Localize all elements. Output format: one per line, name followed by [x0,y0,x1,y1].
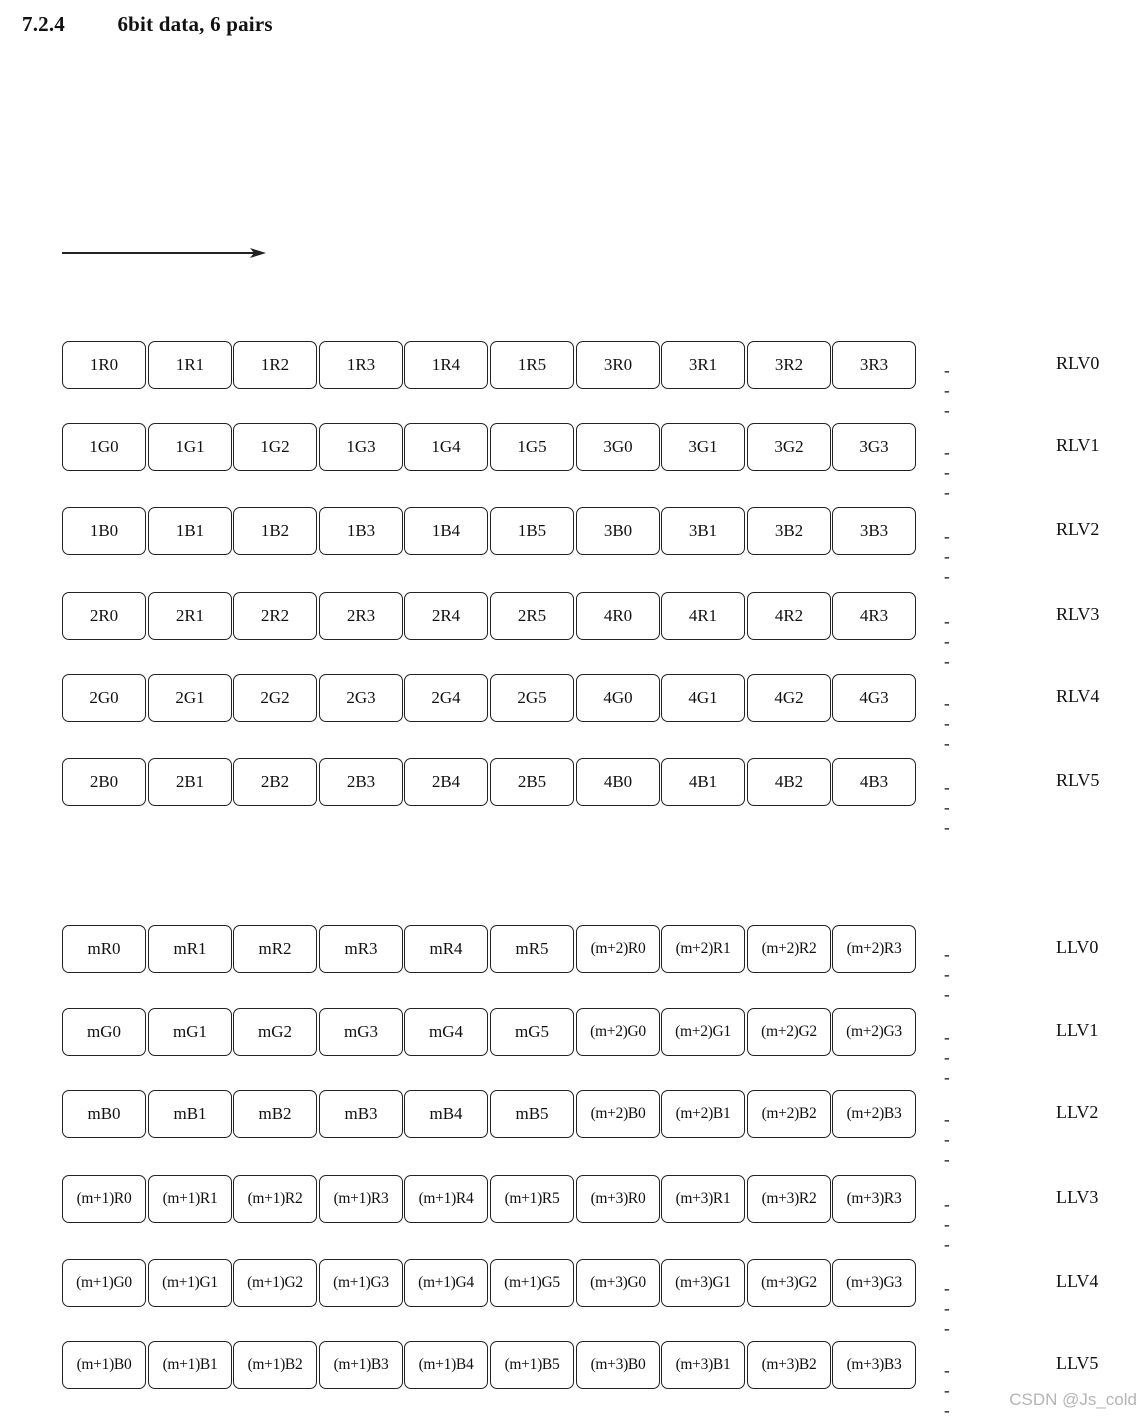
data-bit-cell: 1G2 [233,423,317,471]
data-bit-cell: mR2 [233,925,317,973]
data-bit-cell: 1R0 [62,341,146,389]
data-bit-cell: 1B3 [319,507,403,555]
data-bit-cell: (m+1)B0 [62,1341,146,1389]
lane-label: RLV0 [1056,353,1100,373]
data-bit-cell: 1B5 [490,507,574,555]
continuation-ellipsis: - - - [944,778,953,837]
continuation-ellipsis: - - - [944,1110,953,1169]
data-bit-cell: 4G0 [576,674,660,722]
lane-label: LLV2 [1056,1102,1099,1122]
data-bit-cell: (m+1)G4 [404,1259,488,1307]
continuation-ellipsis: - - - [944,694,953,753]
data-bit-cell: 2B0 [62,758,146,806]
data-bit-cell: 4G1 [661,674,745,722]
section-number: 7.2.4 [22,12,65,36]
data-bit-cell: (m+3)G0 [576,1259,660,1307]
data-bit-cell: (m+1)B1 [148,1341,232,1389]
data-bit-cell: (m+1)R3 [319,1175,403,1223]
data-bit-cell: (m+3)G2 [747,1259,831,1307]
data-bit-cell: mR0 [62,925,146,973]
lane-label: RLV5 [1056,770,1100,790]
data-bit-cell: 1G5 [490,423,574,471]
lane-label: LLV4 [1056,1271,1099,1291]
data-bit-cell: 3R1 [661,341,745,389]
data-bit-cell: (m+3)B2 [747,1341,831,1389]
data-bit-cell: (m+1)G3 [319,1259,403,1307]
data-bit-cell: (m+1)G5 [490,1259,574,1307]
data-bit-cell: (m+2)B3 [832,1090,916,1138]
data-bit-cell: 2R0 [62,592,146,640]
data-bit-cell: mG3 [319,1008,403,1056]
data-bit-cell: (m+1)R0 [62,1175,146,1223]
continuation-ellipsis: - - - [944,1361,953,1420]
data-bit-cell: (m+2)G1 [661,1008,745,1056]
data-bit-cell: (m+1)G0 [62,1259,146,1307]
data-bit-cell: 1G4 [404,423,488,471]
data-bit-cell: 2R5 [490,592,574,640]
data-bit-cell: 2G4 [404,674,488,722]
data-bit-cell: 4R1 [661,592,745,640]
data-bit-cell: 3G3 [832,423,916,471]
direction-arrow-icon [62,244,268,262]
lane-label: LLV3 [1056,1187,1099,1207]
data-bit-cell: mG2 [233,1008,317,1056]
data-bit-cell: mB2 [233,1090,317,1138]
data-bit-cell: (m+3)R3 [832,1175,916,1223]
lane-label: RLV3 [1056,604,1100,624]
data-bit-cell: mG1 [148,1008,232,1056]
data-bit-cell: (m+2)R2 [747,925,831,973]
data-bit-cell: (m+2)G3 [832,1008,916,1056]
data-bit-cell: 3G0 [576,423,660,471]
data-bit-cell: 1G1 [148,423,232,471]
data-bit-cell: mB4 [404,1090,488,1138]
data-bit-cell: (m+2)B2 [747,1090,831,1138]
data-bit-cell: (m+1)R5 [490,1175,574,1223]
continuation-ellipsis: - - - [944,612,953,671]
data-bit-cell: (m+1)R1 [148,1175,232,1223]
section-title: 6bit data, 6 pairs [117,12,273,36]
data-bit-cell: 3B2 [747,507,831,555]
data-bit-cell: 4B0 [576,758,660,806]
data-bit-cell: mG0 [62,1008,146,1056]
data-bit-cell: 4R3 [832,592,916,640]
data-bit-cell: (m+3)G1 [661,1259,745,1307]
data-bit-cell: (m+2)B1 [661,1090,745,1138]
data-bit-cell: (m+1)B4 [404,1341,488,1389]
continuation-ellipsis: - - - [944,945,953,1004]
lane-label: LLV5 [1056,1353,1099,1373]
continuation-ellipsis: - - - [944,1195,953,1254]
watermark: CSDN @Js_cold [1009,1390,1137,1409]
data-bit-cell: (m+1)B2 [233,1341,317,1389]
data-bit-cell: 2G1 [148,674,232,722]
data-bit-cell: mR4 [404,925,488,973]
data-bit-cell: 3R0 [576,341,660,389]
data-bit-cell: (m+3)R1 [661,1175,745,1223]
data-bit-cell: (m+1)G1 [148,1259,232,1307]
data-bit-cell: 4B2 [747,758,831,806]
continuation-ellipsis: - - - [944,361,953,420]
data-bit-cell: (m+1)B3 [319,1341,403,1389]
data-bit-cell: 3R2 [747,341,831,389]
continuation-ellipsis: - - - [944,443,953,502]
data-bit-cell: 2R4 [404,592,488,640]
data-bit-cell: 1R2 [233,341,317,389]
data-bit-cell: (m+3)G3 [832,1259,916,1307]
data-bit-cell: 2R2 [233,592,317,640]
data-bit-cell: 4R0 [576,592,660,640]
lane-label: LLV1 [1056,1020,1099,1040]
data-bit-cell: 4G2 [747,674,831,722]
data-bit-cell: mR1 [148,925,232,973]
data-bit-cell: (m+3)B1 [661,1341,745,1389]
data-bit-cell: (m+2)G2 [747,1008,831,1056]
data-bit-cell: 1G0 [62,423,146,471]
data-bit-cell: 2G0 [62,674,146,722]
data-bit-cell: 1R1 [148,341,232,389]
data-bit-cell: mB0 [62,1090,146,1138]
continuation-ellipsis: - - - [944,527,953,586]
data-bit-cell: 1R4 [404,341,488,389]
data-bit-cell: 4B3 [832,758,916,806]
data-bit-cell: (m+1)R2 [233,1175,317,1223]
data-bit-cell: mR5 [490,925,574,973]
data-bit-cell: 2R1 [148,592,232,640]
data-bit-cell: mB5 [490,1090,574,1138]
lane-label: RLV4 [1056,686,1100,706]
data-bit-cell: (m+2)B0 [576,1090,660,1138]
data-bit-cell: 3B1 [661,507,745,555]
lane-label: RLV2 [1056,519,1100,539]
data-bit-cell: 1R3 [319,341,403,389]
data-bit-cell: (m+1)R4 [404,1175,488,1223]
data-bit-cell: mG5 [490,1008,574,1056]
continuation-ellipsis: - - - [944,1028,953,1087]
data-bit-cell: (m+2)G0 [576,1008,660,1056]
data-bit-cell: mB1 [148,1090,232,1138]
data-bit-cell: 3G2 [747,423,831,471]
data-bit-cell: mG4 [404,1008,488,1056]
data-bit-cell: (m+3)B0 [576,1341,660,1389]
data-bit-cell: (m+3)R2 [747,1175,831,1223]
data-bit-cell: (m+2)R1 [661,925,745,973]
data-bit-cell: 3G1 [661,423,745,471]
data-bit-cell: 3R3 [832,341,916,389]
data-bit-cell: 2B1 [148,758,232,806]
lane-label: RLV1 [1056,435,1100,455]
data-bit-cell: 1B4 [404,507,488,555]
data-bit-cell: 2R3 [319,592,403,640]
data-bit-cell: 2B4 [404,758,488,806]
data-bit-cell: 2B5 [490,758,574,806]
data-bit-cell: 4G3 [832,674,916,722]
data-bit-cell: 2G2 [233,674,317,722]
data-bit-cell: mR3 [319,925,403,973]
data-bit-cell: 1B2 [233,507,317,555]
data-bit-cell: 3B3 [832,507,916,555]
data-bit-cell: 1B1 [148,507,232,555]
data-bit-cell: 4B1 [661,758,745,806]
data-bit-cell: 1R5 [490,341,574,389]
section-heading [22,12,273,37]
data-bit-cell: (m+2)R3 [832,925,916,973]
data-bit-cell: 2G3 [319,674,403,722]
data-bit-cell: 3B0 [576,507,660,555]
data-bit-cell: 2G5 [490,674,574,722]
continuation-ellipsis: - - - [944,1279,953,1338]
data-bit-cell: 4R2 [747,592,831,640]
data-bit-cell: 1B0 [62,507,146,555]
data-bit-cell: (m+2)R0 [576,925,660,973]
data-bit-cell: (m+1)B5 [490,1341,574,1389]
data-bit-cell: 2B2 [233,758,317,806]
data-bit-cell: mB3 [319,1090,403,1138]
data-bit-cell: 1G3 [319,423,403,471]
data-bit-cell: 2B3 [319,758,403,806]
data-bit-cell: (m+1)G2 [233,1259,317,1307]
data-bit-cell: (m+3)R0 [576,1175,660,1223]
data-bit-cell: (m+3)B3 [832,1341,916,1389]
lane-label: LLV0 [1056,937,1099,957]
